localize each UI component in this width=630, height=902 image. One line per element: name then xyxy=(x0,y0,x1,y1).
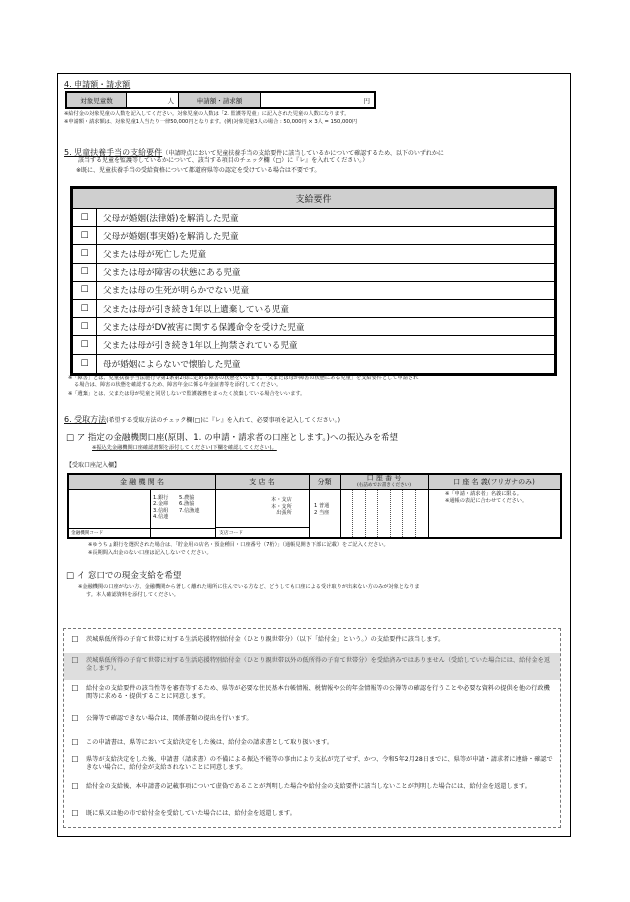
consent-item xyxy=(64,653,560,680)
section5-note2: ※「遺棄」とは、父または母が児童と同居しないで監護義務をまったく放棄している場合をいいます。 xyxy=(68,391,306,397)
requirement-label: 父または母が引き続き1年以上拘禁されている児童 xyxy=(103,340,298,351)
section5-note1b: る場合は、障害の状態を確認するため、障害年金に係る年金証書等を添付してください。 xyxy=(74,382,282,388)
account-type-option[interactable]: 2 当座 xyxy=(314,510,330,516)
branch-code-label: 支店コード xyxy=(219,531,243,536)
section4-title: 4. 申請額・請求額 xyxy=(64,80,131,89)
amount-field[interactable] xyxy=(261,93,374,107)
branch-kinds xyxy=(271,497,292,517)
requirement-checkbox[interactable]: ☐ xyxy=(73,355,97,373)
consent-text: 公簿等で確認できない場合は、関係書類の提出を行います。 xyxy=(86,715,253,722)
bank-kind[interactable]: 1.銀行 xyxy=(153,495,169,501)
holder-notes xyxy=(445,491,527,504)
account-number-hint: (右詰めでお書きください) xyxy=(356,483,412,488)
section4-note2: ※申請額・請求額は、対象児童1人当たり一律50,000円となります。(例)対象児童3人の場合 : 50,000円 × 3人 = 150,000円 xyxy=(64,119,358,125)
requirement-row xyxy=(73,282,554,300)
requirement-row xyxy=(73,336,554,354)
requirement-checkbox[interactable]: ☐ xyxy=(73,318,97,335)
consent-text: 県等が支給決定をした後、申請書（請求書）の不備による振込不能等の事由により支払が完了せず、かつ、令和5年2月28日までに、県等が申請・請求者に連絡・確認できない場合に、給付金が支給されないことに同意します。 xyxy=(86,756,553,771)
consent-text: 茨城県低所得の子育て世帯に対する生活応援特別給付金（ひとり親世帯分）（以下「給付金」という。）の支給要件に該当します。 xyxy=(86,636,445,643)
consent-item xyxy=(64,636,560,644)
requirement-label: 父母が婚姻(法律婚)を解消した児童 xyxy=(103,213,239,224)
consent-text: この申請書は、県等において支給決定をした後は、給付金の請求書として取り扱います。 xyxy=(86,739,334,746)
requirement-checkbox[interactable]: ☐ xyxy=(73,264,97,281)
consent-text: 茨城県低所得の子育て世帯に対する生活応援特別給付金（ひとり親世帯以外の低所得の子育て世帯分）を受給済みではありません（受給していた場合には、給付金を返金します）。 xyxy=(86,657,551,672)
bank-kind[interactable]: 3.信組 xyxy=(153,507,169,514)
branch-name-header: 支 店 名 xyxy=(215,475,309,490)
requirement-label: 父または母が障害の状態にある児童 xyxy=(103,268,241,279)
consent-checkbox[interactable]: ☐ xyxy=(71,635,79,644)
branch-kind[interactable]: 出張所 xyxy=(276,510,292,517)
bank-kind[interactable]: 6.漁協 xyxy=(179,501,195,508)
requirement-checkbox[interactable]: ☐ xyxy=(73,282,97,299)
section5-title: 5. 児童扶養手当の支給要件 xyxy=(64,148,163,157)
requirement-label: 父母が婚姻(事実婚)を解消した児童 xyxy=(103,231,239,242)
bank-note1: ※ゆうちょ銀行を選択された場合は、「貯金用の店名・預金種目・口座番号（7桁）」（通帳見開き下部に記載）をご記入ください。 xyxy=(88,542,389,548)
section6-title: 6. 受取方法 xyxy=(64,415,107,424)
consent-checkbox[interactable]: ☐ xyxy=(71,714,79,723)
branch-kind[interactable]: 本・支所 xyxy=(271,503,292,510)
bank-kind[interactable]: 2.金庫 xyxy=(153,501,169,508)
section6-desc: (希望する受取方法のチェック欄(□)に『レ』を入れて、必要事項を記入してください。) xyxy=(106,417,340,424)
section5-desc2: 該当する児童を監護等しているかについて、該当する項目のチェック欄（□）に『レ』を入れてください。） xyxy=(78,157,369,164)
consent-item xyxy=(64,756,560,772)
account-types xyxy=(314,503,329,517)
children-count-label: 対象児童数 xyxy=(67,93,127,107)
consent-item xyxy=(64,739,560,747)
bank-account-table xyxy=(67,473,562,539)
holder-note: ※通帳の表記に合わせてください。 xyxy=(445,497,528,504)
consent-item xyxy=(64,783,560,791)
bank-note2: ※長期間入出金のない口座は記入しないでください。 xyxy=(88,550,212,556)
option-b-note1: ※金融機関の口座がない方、金融機関から著しく離れた場所に住んでいる方など、どうしても口座による受け取りが出来ない方のみが対象となりま xyxy=(78,584,420,590)
requirement-label: 父または母の生死が明らかでない児童 xyxy=(103,286,250,297)
consent-item xyxy=(64,685,560,701)
consent-item xyxy=(64,715,560,723)
requirement-checkbox[interactable]: ☐ xyxy=(73,336,97,353)
consent-checkbox[interactable]: ☐ xyxy=(71,738,79,747)
requirement-label: 母が婚姻によらないで懐胎した児童 xyxy=(103,359,241,370)
account-number-header xyxy=(340,475,428,490)
branch-kind[interactable]: 本・支店 xyxy=(271,497,292,503)
requirement-checkbox[interactable]: ☐ xyxy=(73,209,97,226)
requirement-row xyxy=(73,318,554,336)
amount-box xyxy=(65,91,376,109)
holder-note: ※「申請・請求者」名義に限る。 xyxy=(445,491,522,497)
account-number-title: 口 座 番 号 xyxy=(366,474,402,482)
requirements-header: 支給要件 xyxy=(73,189,554,209)
children-count-field[interactable] xyxy=(127,93,179,107)
section5-note1a: ※「障害」とは、児童扶養手当法施行令第1条第2項に定める障害の状態をいいます。「父または母が障害の状態にある児童」を支給要件として申請され xyxy=(68,375,419,381)
account-type-header: 分類 xyxy=(309,475,340,490)
requirement-label: 父または母が死亡した児童 xyxy=(103,249,207,260)
bank-kinds-col2 xyxy=(179,495,200,514)
requirement-checkbox[interactable]: ☐ xyxy=(73,245,97,262)
consent-checkbox[interactable]: ☐ xyxy=(71,809,79,818)
requirement-row xyxy=(73,355,554,373)
consent-item xyxy=(64,810,560,818)
requirement-row xyxy=(73,209,554,227)
section5-desc1: （申請時点において児童扶養手当の支給要件に該当しているかについて確認するため、以下のいずれかに xyxy=(162,150,444,157)
bank-kind[interactable]: 4.信連 xyxy=(153,514,169,521)
consent-text: 既に県又は他の市で給付金を受給していた場合には、給付金を返還します。 xyxy=(86,810,296,817)
option-b-cash[interactable]: □ イ 窓口での現金支給を希望 xyxy=(66,571,182,581)
requirement-label: 父または母がDV被害に関する保護命令を受けた児童 xyxy=(103,322,305,333)
section6-heading xyxy=(64,414,340,425)
requirement-checkbox[interactable]: ☐ xyxy=(73,300,97,317)
consent-text: 給付金の支給後、本申請書の記載事項について虚偽であることが判明した場合や給付金の支給要件に該当しないことが判明した場合には、給付金を返還します。 xyxy=(86,783,531,790)
consent-checkbox[interactable]: ☐ xyxy=(71,782,79,791)
requirement-row xyxy=(73,245,554,263)
consent-checkbox[interactable]: ☐ xyxy=(71,656,79,665)
children-unit: 人 xyxy=(167,96,174,105)
section4-note1: ※給付金の対象児童の人数を記入してください。対象児童の人数は「2. 監護等児童」に記入された児童の人数になります。 xyxy=(64,111,350,117)
account-holder-header: 口 座 名 義(フリガナのみ) xyxy=(428,475,560,490)
bank-name-header: 金 融 機 関 名 xyxy=(69,475,215,490)
consent-text: 給付金の支給要件の該当性等を審査等するため、県等が必要な住民基本台帳情報、税情報や公的年金情報等の公簿等の確認を行うことや必要な資料の提供を他の行政機関等に求める・提供することに同意します。 xyxy=(86,685,550,700)
option-a-note: ※振込先金融機関口座確認書類を添付してください(下欄を確認してください)。 xyxy=(92,445,277,451)
account-type-option[interactable]: 1 普通 xyxy=(314,503,330,509)
option-a-bank-transfer[interactable]: □ ア 指定の金融機関口座(原則、1. の申請・請求者の口座とします。)への振込みを希望 xyxy=(66,433,398,443)
requirement-row xyxy=(73,300,554,318)
bank-kind[interactable]: 7.信漁連 xyxy=(179,507,200,514)
requirement-row xyxy=(73,227,554,245)
consent-checkbox[interactable]: ☐ xyxy=(71,755,79,764)
amount-label: 申請額・請求額 xyxy=(179,93,261,107)
requirement-checkbox[interactable]: ☐ xyxy=(73,227,97,244)
bank-kinds-col1 xyxy=(153,495,168,521)
option-b-note2: す。本人確認資料を添付してください。 xyxy=(86,592,179,598)
requirement-row xyxy=(73,264,554,282)
consent-checkbox[interactable]: ☐ xyxy=(71,684,79,693)
amount-unit: 円 xyxy=(363,96,370,105)
consent-box xyxy=(63,628,561,828)
bank-code-label: 金融機関コード xyxy=(71,531,104,536)
section5-desc3: ※既に、児童扶養手当の受給資格について都道府県等の認定を受けている場合は不要です。 xyxy=(76,167,321,174)
requirement-label: 父または母が引き続き1年以上遺棄している児童 xyxy=(103,304,289,315)
bank-caption: 【受取口座記入欄】 xyxy=(66,462,121,469)
requirements-table xyxy=(70,186,557,376)
bank-kind[interactable]: 5.農協 xyxy=(179,495,195,501)
